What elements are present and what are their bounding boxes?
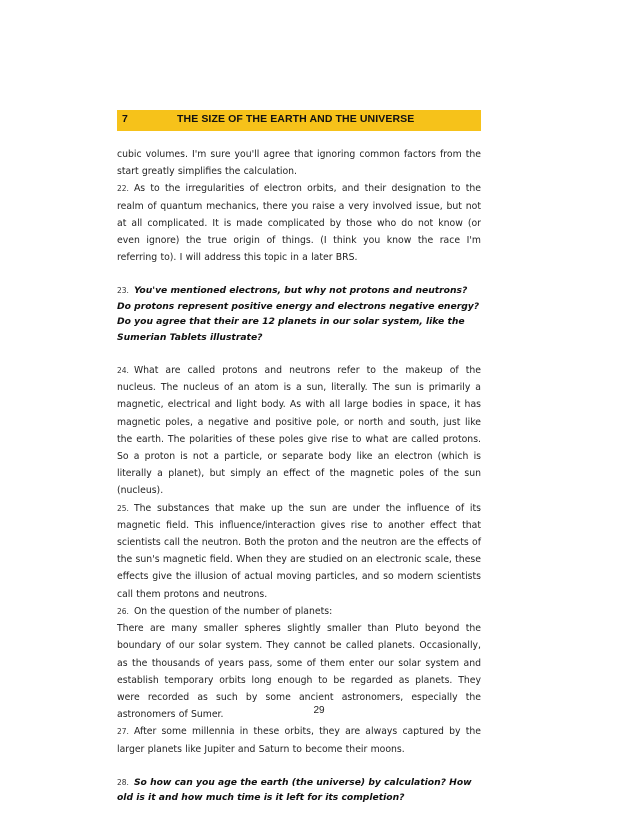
question-line	[117, 283, 481, 298]
paragraph-text: On the question of the number of planets:	[133, 605, 333, 617]
page-number: 29	[313, 705, 325, 716]
paragraph-text: What are called protons and neutrons refer to the makeup of the nucleus. The nucleus of an atom is a sun, literally. The sun is primarily a magnetic, electrical and light body. As with all large bodies in space, it has magnetic poles, a negative and positive pole, or north and south, just like the earth. The polarities of these poles give rise to what are called protons. So a proton is not a particle, or separate body like an electron (which is literally a planet), but simply an effect of the magnetic poles of the sun (nucleus).	[117, 365, 481, 497]
paragraph-24	[117, 362, 481, 500]
question-line: Do protons represent positive energy and electrons negative energy?	[117, 300, 480, 312]
paragraph-26: There are many smaller spheres slightly smaller than Pluto beyond the boundary of our solar system. They cannot be called planets. Occasionally, as the thousands of years pass, some of them enter our solar system and establish temporary orbits long enough to be regarded as planets. They were recorded as such by some ancient astronomers, especially the astronomers of Sumer.	[117, 623, 481, 721]
paragraph-22	[117, 180, 481, 266]
question-line: Do you agree that their are 12 planets in our solar system, like the Sumerian Tablets illustrate?	[117, 316, 465, 343]
question-text: So how can you age the earth (the universe) by calculation? How old is it and how much time is it left for its completion?	[117, 776, 472, 804]
question-text: You've mentioned electrons, but why not protons and neutrons?	[133, 285, 468, 297]
chapter-title: THE SIZE OF THE EARTH AND THE UNIVERSE	[177, 113, 415, 125]
paragraph-number: 26.	[117, 606, 129, 616]
paragraph-text: As to the irregularities of electron orbits, and their designation to the realm of quantum mechanics, there you raise a very involved issue, but not at all complicated. It is made complicated by those who do not know (or even ignore) the true origin of things. (I think you know the race I'm referring to). I will address this topic in a later BRS.	[117, 183, 481, 264]
paragraph-text: The substances that make up the sun are under the influence of its magnetic field. This influence/interaction gives rise to another effect that scientists call the neutron. Both the proton and the neutron are the effects of the sun's magnetic field. When they are studied on an electronic scale, these effects give the illusion of actual moving particles, and so modern scientists call them protons and neutrons.	[117, 502, 481, 600]
paragraph-number: 25.	[117, 503, 129, 513]
paragraph-number: 22.	[117, 184, 129, 194]
paragraph-25	[117, 500, 481, 603]
paragraph-number: 24.	[117, 366, 129, 376]
chapter-number: 7	[122, 113, 128, 125]
question-23	[117, 283, 481, 345]
question-28	[117, 775, 481, 806]
chapter-header-bar	[117, 110, 481, 131]
paragraph-number: 28.	[117, 777, 129, 787]
paragraph-27	[117, 723, 481, 757]
paragraph-intro: cubic volumes. I'm sure you'll agree that ignoring common factors from the start greatly simplifies the calculation.	[117, 149, 481, 178]
paragraph-26-lead	[117, 603, 481, 620]
spacer	[117, 345, 481, 362]
spacer	[117, 758, 481, 775]
paragraph-number: 23.	[117, 286, 129, 296]
spacer	[117, 266, 481, 283]
paragraph-text: After some millennia in these orbits, they are always captured by the larger planets like Jupiter and Saturn to become their moons.	[117, 726, 481, 755]
paragraph-number: 27.	[117, 727, 129, 737]
